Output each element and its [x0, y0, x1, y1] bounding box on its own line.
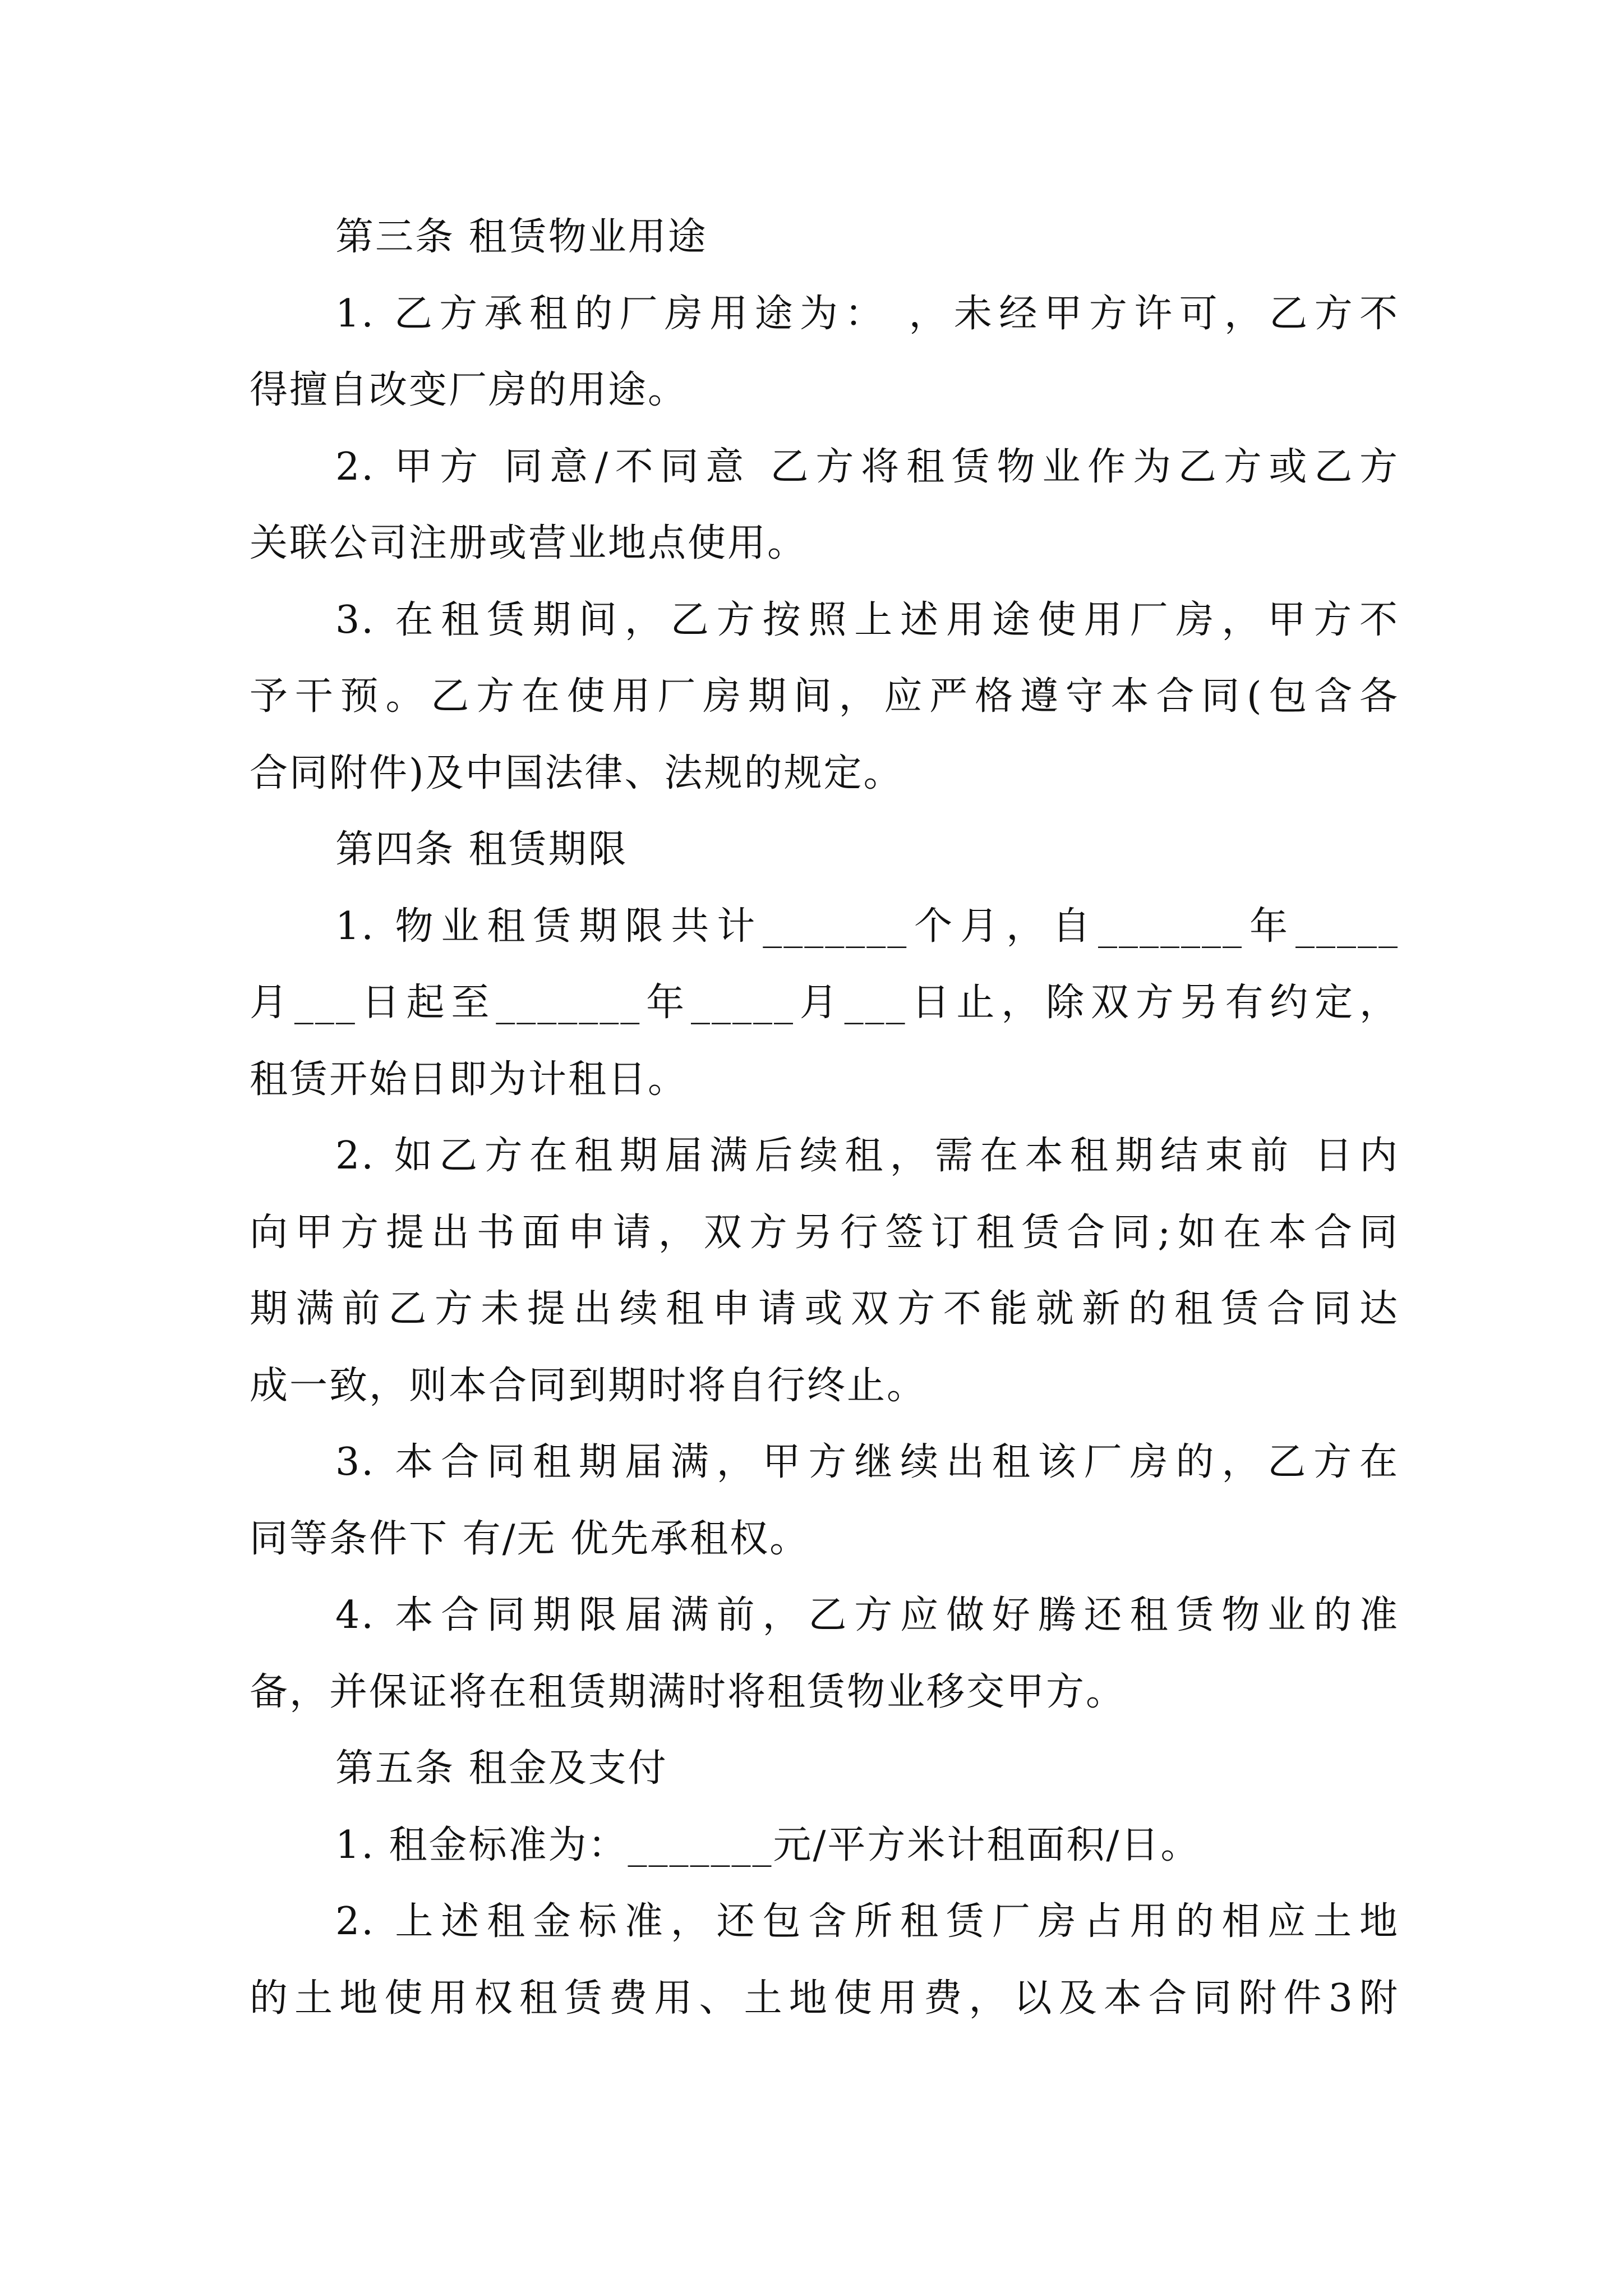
text-line: 关联公司注册或营业地点使用。 [250, 521, 808, 565]
text-line: 4. 本合同期限届满前，乙方应做好腾还租赁物业的准 [335, 1593, 1399, 1637]
text-line: 备，并保证将在租赁期满时将租赁物业移交甲方。 [250, 1669, 1126, 1714]
section-heading-article-5: 第五条 租金及支付 [335, 1746, 668, 1791]
text-line: 的土地使用权租赁费用、土地使用费，以及本合同附件3附 [250, 1976, 1399, 2021]
text-line: 月___日起至_______年_____月___日止，除双方另有约定， [250, 981, 1399, 1025]
text-line: 3. 在租赁期间，乙方按照上述用途使用厂房，甲方不 [335, 597, 1399, 642]
text-line: 租赁开始日即为计租日。 [250, 1057, 688, 1102]
text-line: 同等条件下 有/无 优先承租权。 [250, 1516, 810, 1561]
text-line: 1. 租金标准为：_______元/平方米计租面积/日。 [335, 1823, 1201, 1867]
text-line: 1. 乙方承租的厂房用途为： ，未经甲方许可，乙方不 [335, 291, 1399, 336]
text-line: 2. 如乙方在租期届满后续租，需在本租期结束前 日内 [335, 1134, 1399, 1178]
text-line: 得擅自改变厂房的用途。 [250, 368, 688, 412]
text-line: 1. 物业租赁期限共计_______个月，自_______年_____ [335, 904, 1399, 949]
text-line: 合同附件)及中国法律、法规的规定。 [250, 751, 903, 795]
text-line: 3. 本合同租期届满，甲方继续出租该厂房的，乙方在 [335, 1440, 1399, 1484]
text-line: 2. 上述租金标准，还包含所租赁厂房占用的相应土地 [335, 1899, 1399, 1944]
text-line: 向甲方提出书面申请，双方另行签订租赁合同;如在本合同 [250, 1210, 1399, 1255]
text-line: 予干预。乙方在使用厂房期间，应严格遵守本合同(包含各 [250, 674, 1399, 719]
text-line: 期满前乙方未提出续租申请或双方不能就新的租赁合同达 [250, 1287, 1399, 1331]
text-line: 成一致，则本合同到期时将自行终止。 [250, 1363, 927, 1408]
section-heading-article-3: 第三条 租赁物业用途 [335, 215, 708, 259]
section-heading-article-4: 第四条 租赁期限 [335, 827, 628, 872]
document-body [250, 199, 1399, 2037]
text-line: 2. 甲方 同意/不同意 乙方将租赁物业作为乙方或乙方 [335, 444, 1399, 489]
